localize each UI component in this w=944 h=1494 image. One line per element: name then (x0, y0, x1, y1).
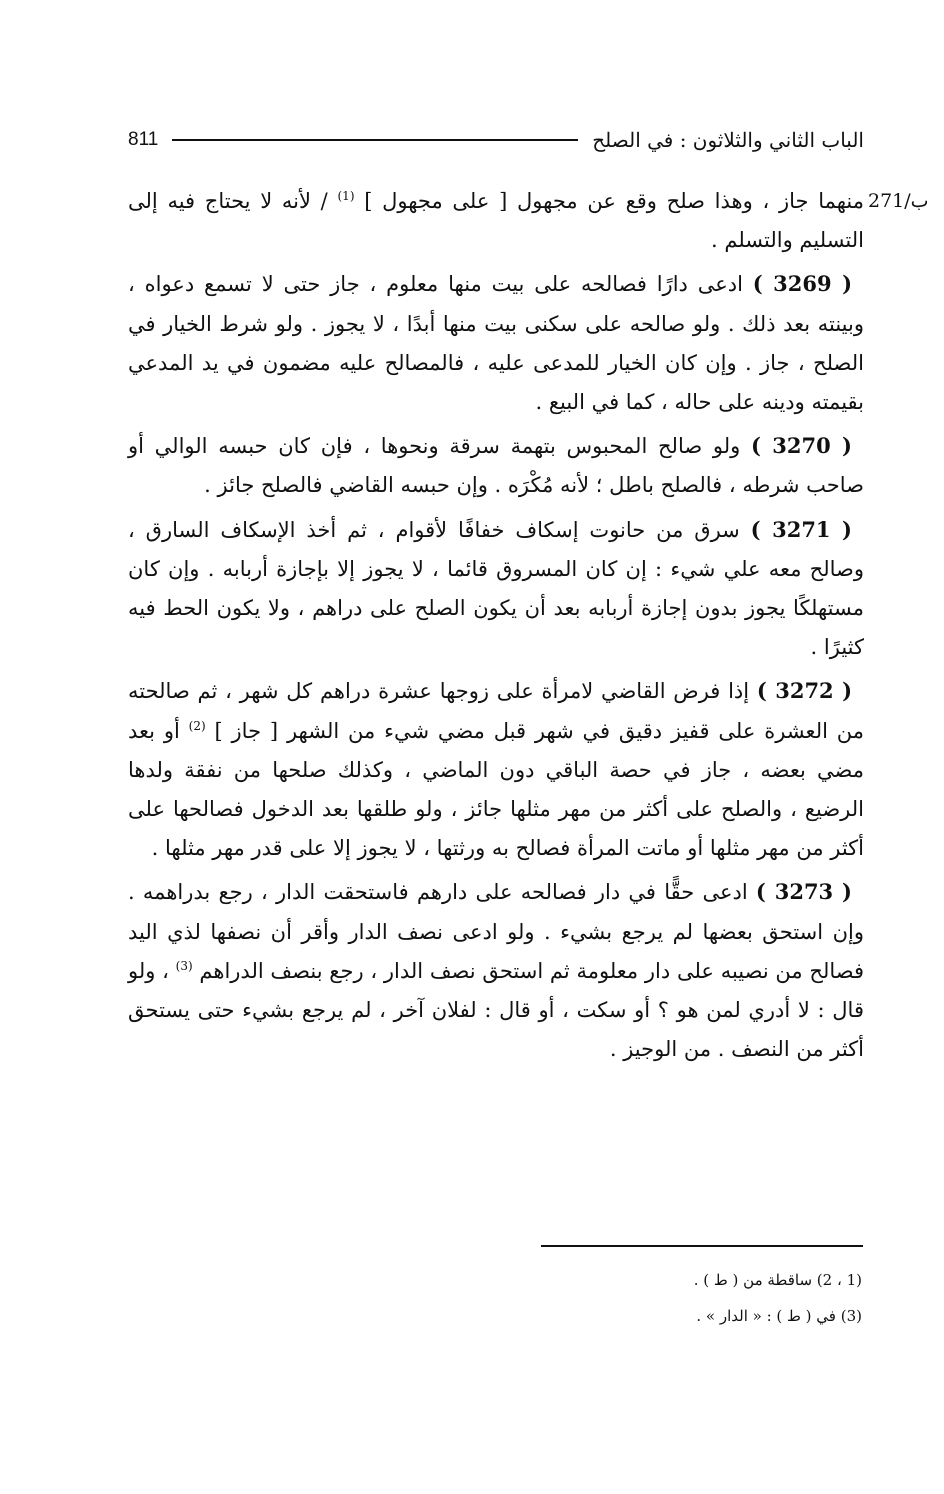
paragraph-text: ولو صالح المحبوس بتهمة سرقة ونحوها ، فإن كان حبسه الوالي أو صاحب شرطه ، فالصلح باطل ؛ لأنه مُكْرَه . وإن حبسه القاضي فالصلح جائز . (128, 434, 864, 498)
running-head (128, 120, 864, 160)
paragraph-text: إذا فرض القاضي لامرأة على زوجها عشرة دراهم كل شهر ، ثم صالحته من العشرة على قفيز دقيق في شهر قبل مضي شيء من الشهر [ جاز ] (128, 679, 864, 743)
footnote-marker: (2) (188, 718, 206, 733)
entry-number: ( 3269 ) (752, 271, 853, 297)
header-rule (172, 139, 578, 141)
entry-number: ( 3270 ) (750, 433, 852, 459)
paragraph-3273 (128, 872, 864, 1069)
paragraph-text: ادعى حقًّا في دار فصالحه على دارهم فاستحقت الدار ، رجع بدراهمه . وإن استحق بعضها لم يرجع بشيء . ولو ادعى نصف الدار وأقر أن نصفها لذي اليد فصالح من نصيبه على دار معلومة ثم استحق نصف الدار ، رجع بنصف الدراهم (128, 880, 864, 983)
footnote: (1 ، 2) ساقطة من ( ط ) . (693, 1271, 862, 1289)
footnote-marker: (1) (337, 189, 355, 203)
entry-number: ( 3272 ) (756, 678, 853, 704)
paragraph-3271 (128, 510, 864, 668)
footnote-marker: (3) (175, 958, 193, 973)
paragraph-3272 (128, 671, 864, 868)
margin-folio-reference: 271/ب (868, 190, 929, 212)
footnote: (3) في ( ط ) : « الدار » . (696, 1307, 862, 1325)
paragraph-text-tail: / لأنه لا يحتاج فيه إلى التسليم والتسلم . (128, 189, 864, 253)
paragraph-3269 (128, 264, 864, 422)
paragraph-text-tail: ، ولو قال : لا أدري لمن هو ؟ أو سكت ، أو قال : لفلان آخر ، لم يرجع بشيء حتى يستحق أكثر من النصف . من الوجيز . (128, 958, 864, 1062)
paragraph-text-tail: أو بعد مضي بعضه ، جاز في حصة الباقي دون الماضي ، وكذلك صلحها من نفقة ولدها الرضيع ، والصلح على أكثر من مهر مثلها جائز ، ولو طلقها بعد الدخول فصالحها على أكثر من مهر مثلها أو ماتت المرأة فصالح به ورثتها ، لا يجوز إلا على قدر مهر مثلها . (128, 718, 864, 861)
footnotes (500, 1262, 862, 1334)
paragraph-text: ادعى دارًا فصالحه على بيت منها معلوم ، جاز حتى لا تسمع دعواه ، وبينته بعد ذلك . ولو صالحه على سكنى بيت منها أبدًا ، لا يجوز . ولو شرط الخيار في الصلح ، جاز . وإن كان الخيار للمدعى عليه ، فالمصالح عليه مضمون في يد المدعي بقيمته ودينه على حاله ، كما في البيع . (128, 272, 864, 415)
paragraph-3270 (128, 426, 864, 505)
entry-number: ( 3273 ) (755, 879, 852, 905)
paragraph-continuation (128, 182, 864, 260)
paragraph-text: سرق من حانوت إسكاف خفافًا لأقوام ، ثم أخذ الإسكاف السارق ، وصالح معه علي شيء : إن كان المسروق قائما ، لا يجوز إلا بإجازة أربابه . وإن كان مستهلكًا يجوز بدون إجازة أربابه بعد أن يكون الصلح على دراهم ، ولا يكون الحط فيه كثيرًا . (128, 517, 864, 660)
entry-number: ( 3271 ) (750, 516, 852, 542)
paragraph-text: منهما جاز ، وهذا صلح وقع عن مجهول [ على مجهول ] (354, 189, 865, 213)
footnote-rule (541, 1245, 863, 1247)
body-text (128, 182, 864, 1073)
page-number: 811 (128, 129, 159, 150)
chapter-title: الباب الثاني والثلاثون : في الصلح (592, 128, 864, 152)
